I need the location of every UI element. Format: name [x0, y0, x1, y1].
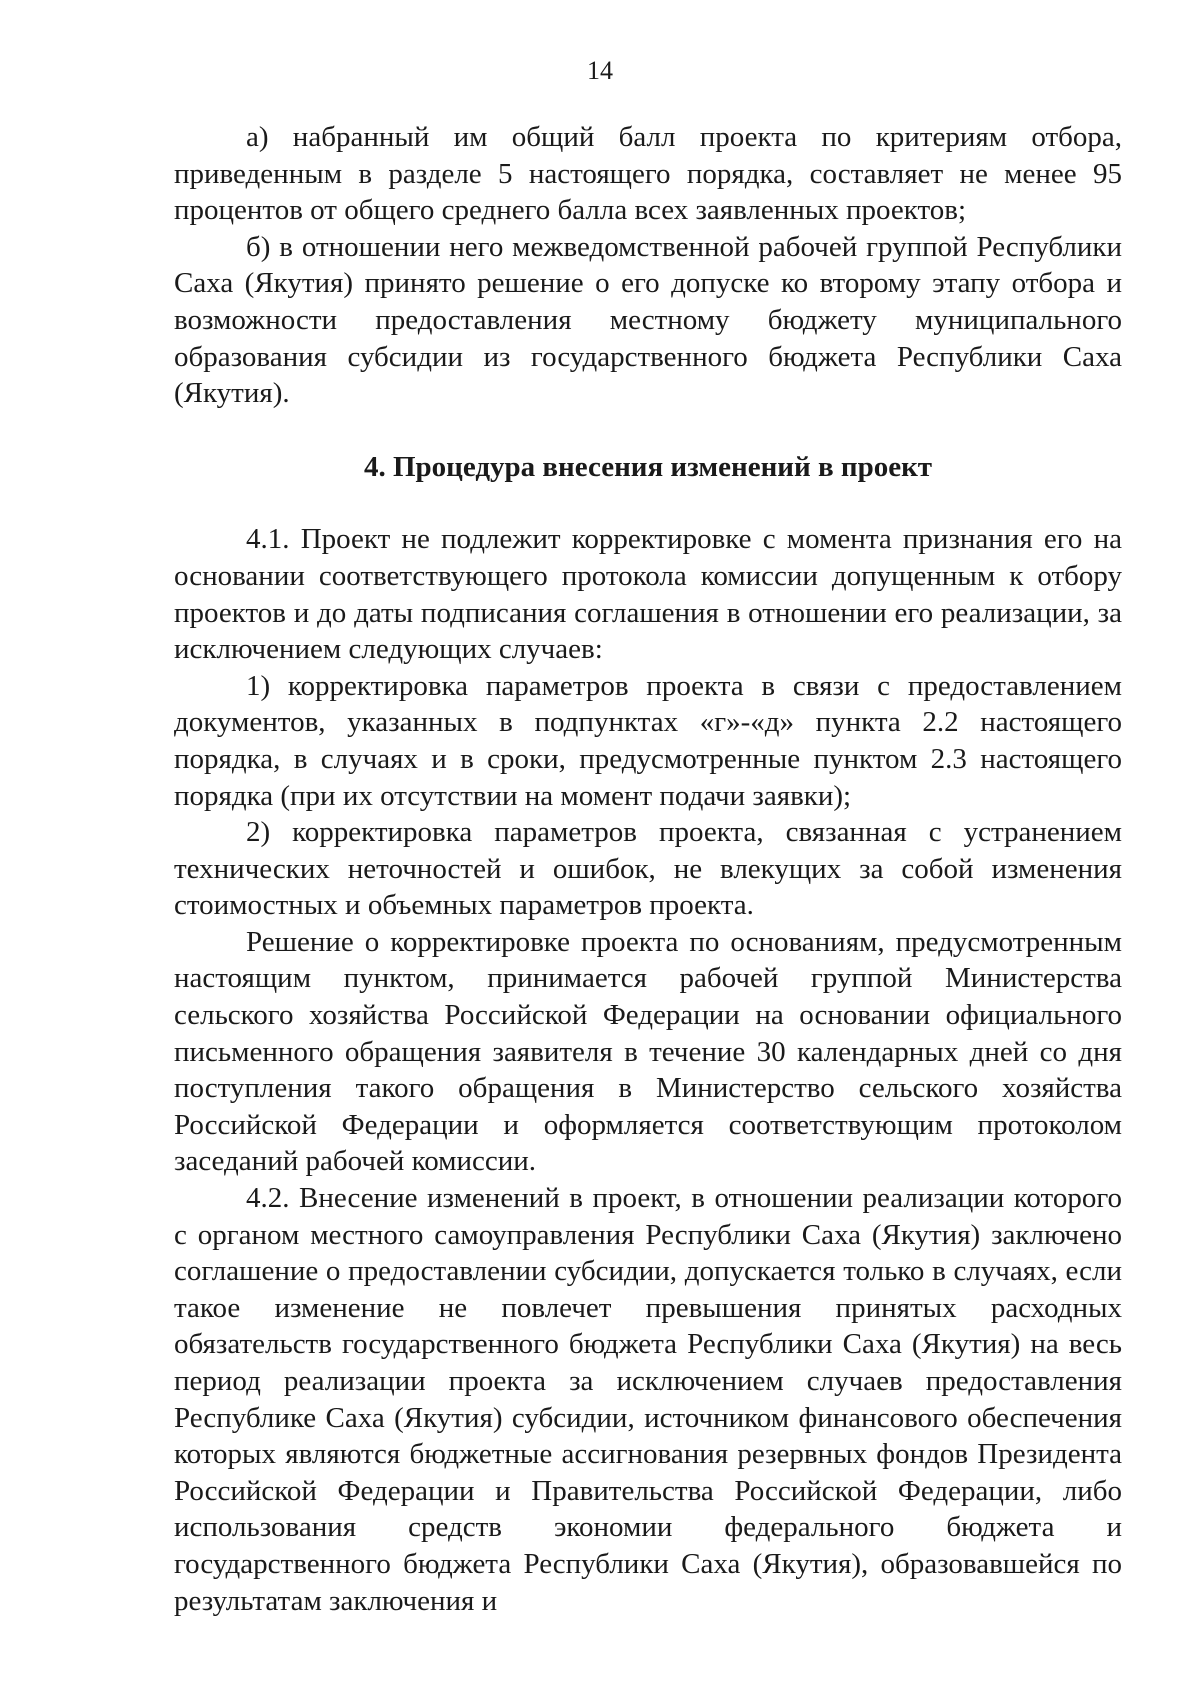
page-number: 14	[587, 56, 613, 85]
paragraph-4-1-decision: Решение о корректировке проекта по основаниям, предусмотренным настоящим пунктом, принимается рабочей группой Министерства сельского хозяйства Российской Федерации на основании официального письменного обращения заявителя в течение 30 календарных дней со дня поступления такого обращения в Министерство сельского хозяйства Российской Федерации и оформляется соответствующим протоколом заседаний рабочей комиссии.	[174, 925, 1122, 1178]
paragraph-4-2: 4.2. Внесение изменений в проект, в отношении реализации которого с органом местного самоуправления Республики Саха (Якутия) заключено соглашение о предоставлении субсидии, допускается только в случаях, если такое изменение не повлечет превышения принятых расходных обязательств государственного бюджета Республики Саха (Якутия) на весь период реализации проекта за исключением случаев предоставления Республике Саха (Якутия) субсидии, источником финансового обеспечения которых являются бюджетные ассигнования резервных фондов Президента Российской Федерации и Правительства Российской Федерации, либо использования средств экономии федерального бюджета и государственного бюджета Республики Саха (Якутия), образовавшейся по результатам заключения и	[174, 1182, 1122, 1617]
paragraph-item-a: а) набранный им общий балл проекта по критериям отбора, приведенным в разделе 5 настоящего порядка, составляет не менее 95 процентов от общего среднего балла всех заявленных проектов;	[174, 121, 1122, 227]
paragraph-4-1-case-1: 1) корректировка параметров проекта в связи с предоставлением документов, указанных в подпунктах «г»-«д» пункта 2.2 настоящего порядка, в случаях и в сроки, предусмотренные пунктом 2.3 настоящего порядка (при их отсутствии на момент подачи заявки);	[174, 669, 1122, 812]
paragraph-4-1: 4.1. Проект не подлежит корректировке с момента признания его на основании соответствующего протокола комиссии допущенным к отбору проектов и до даты подписания соглашения в отношении его реализации, за исключением следующих случаев:	[174, 523, 1122, 666]
paragraph-item-b: б) в отношении него межведомственной рабочей группой Республики Саха (Якутия) принято решение о его допуске ко второму этапу отбора и возможности предоставления местному бюджету муниципального образования субсидии из государственного бюджета Республики Саха (Якутия).	[174, 230, 1122, 410]
paragraph-4-1-case-2: 2) корректировка параметров проекта, связанная с устранением технических неточностей и ошибок, не влекущих за собой изменения стоимостных и объемных параметров проекта.	[174, 816, 1122, 922]
document-body	[174, 119, 1122, 1619]
section-heading: 4. Процедура внесения изменений в проект	[363, 450, 933, 483]
